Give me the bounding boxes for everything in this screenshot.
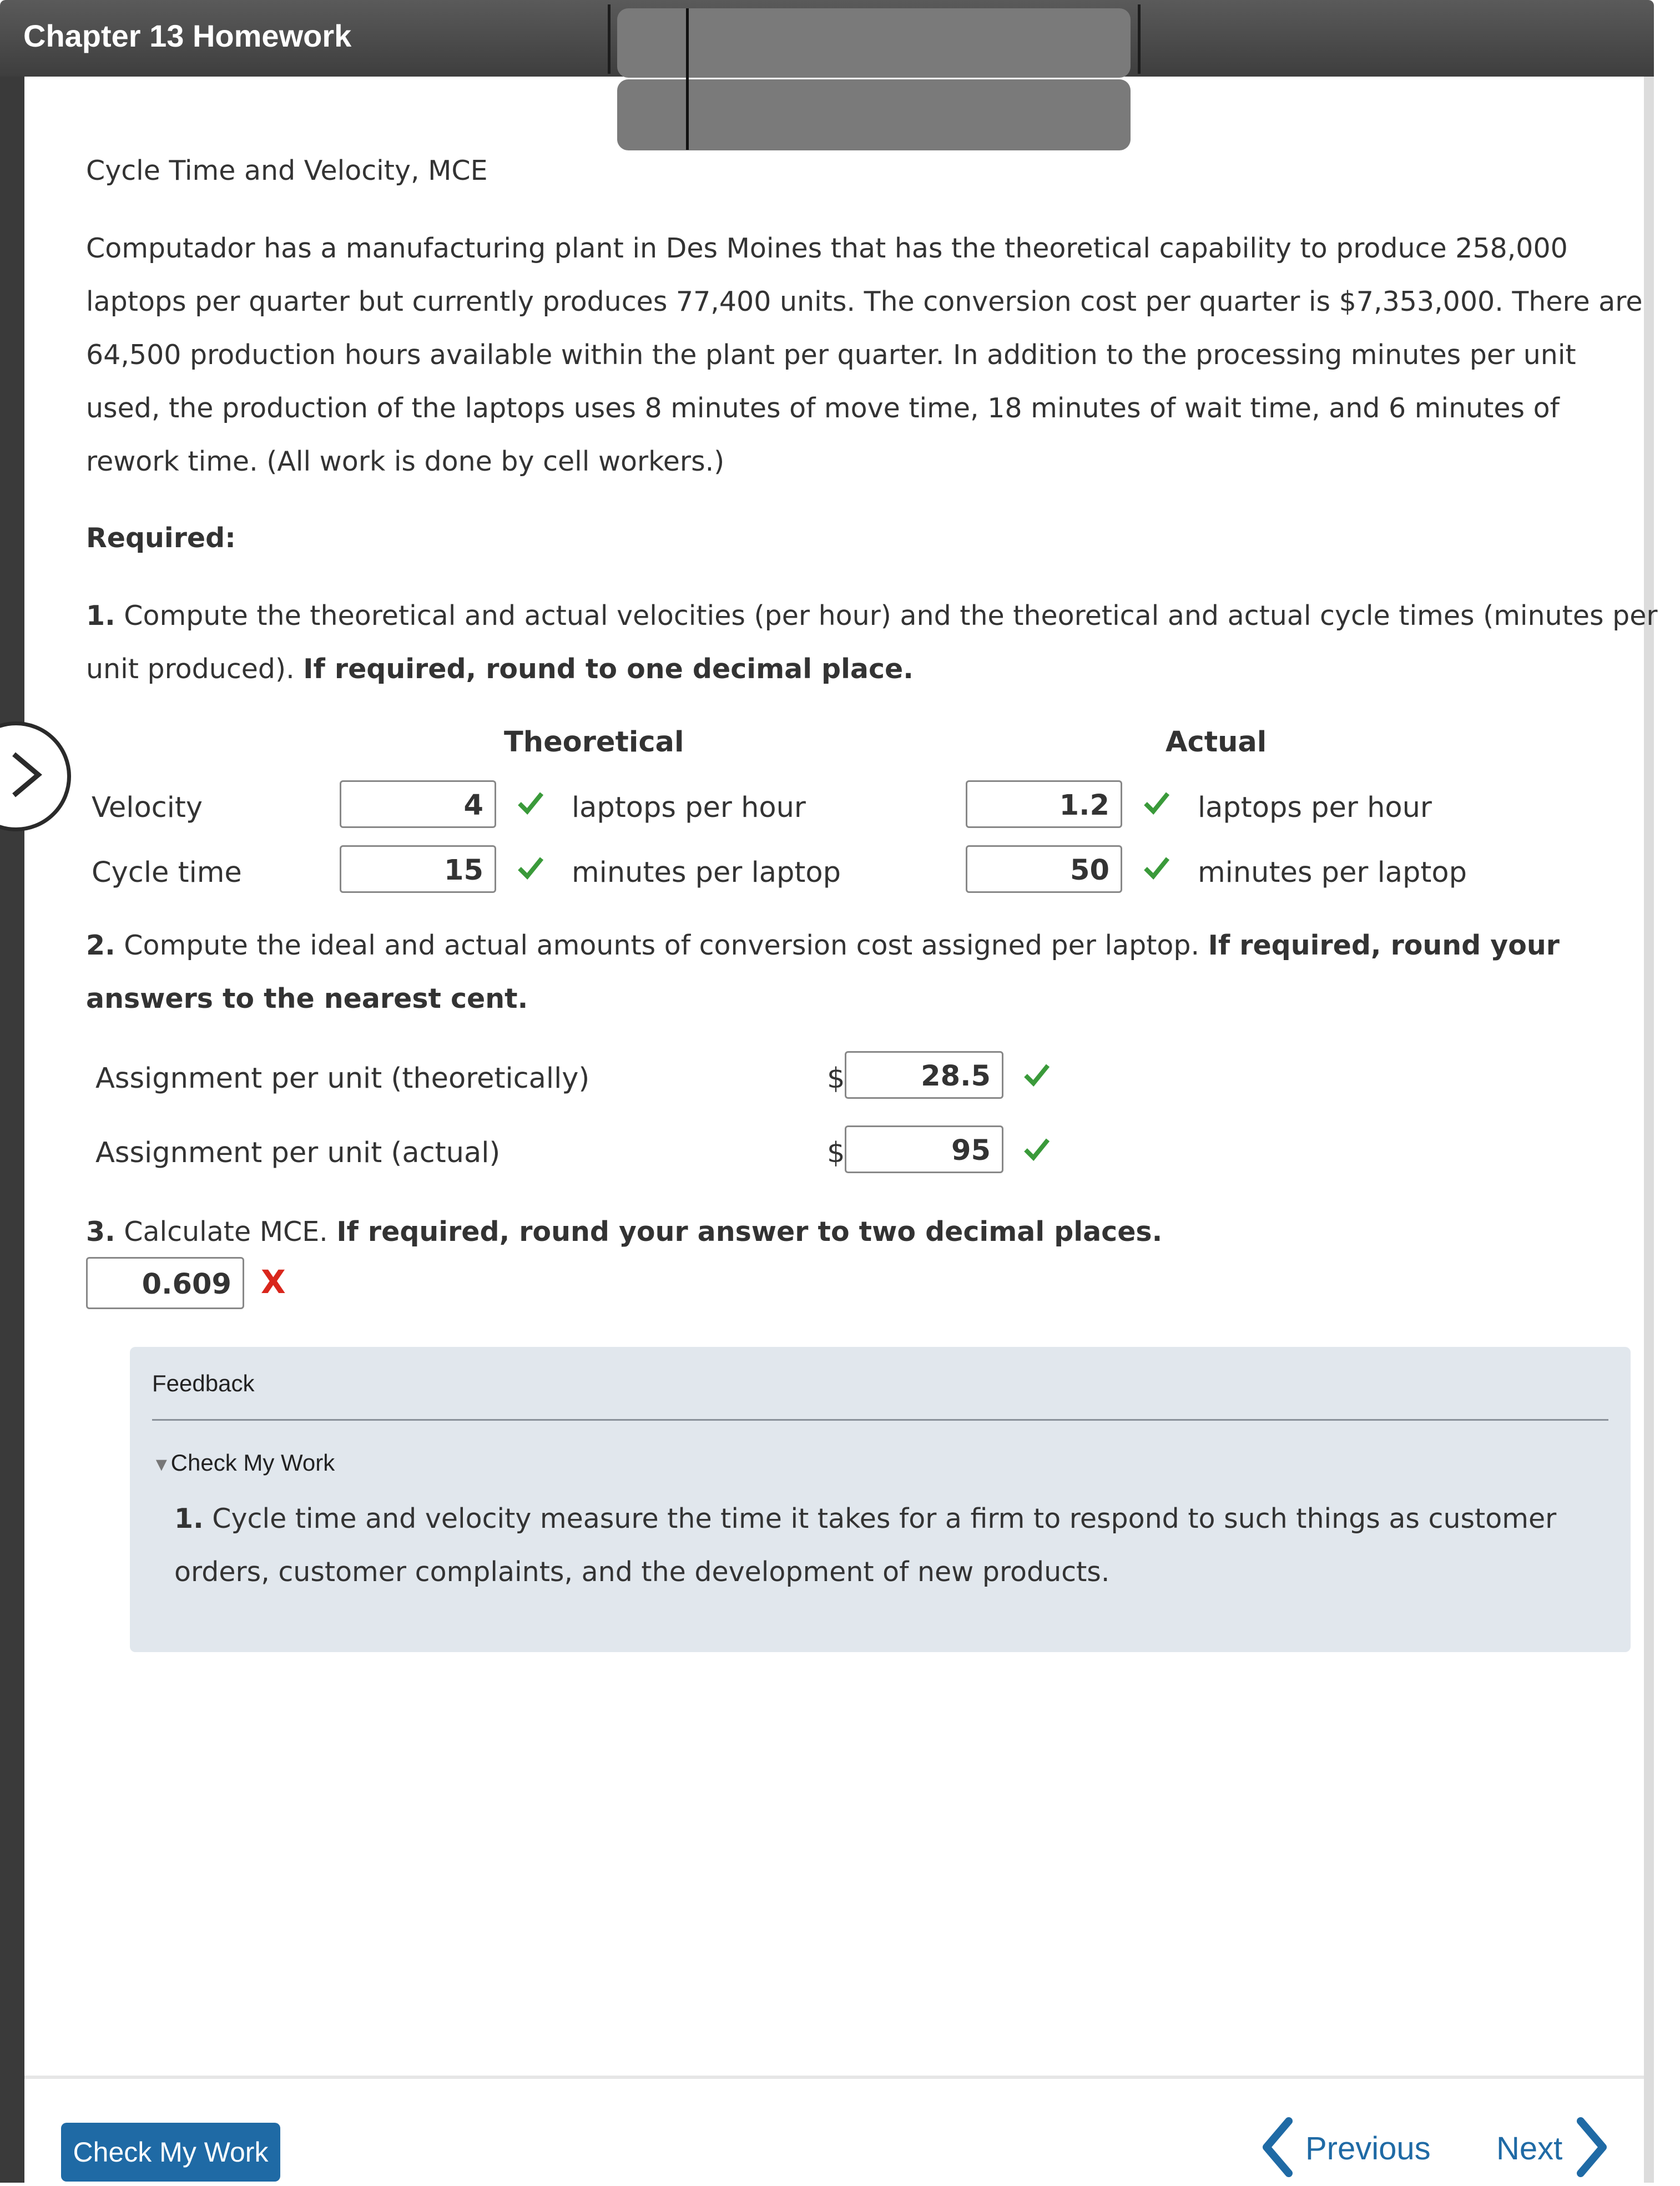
header-divider: [1138, 4, 1141, 74]
part3-number: 3.: [86, 1216, 115, 1248]
currency-symbol: $: [827, 1137, 845, 1169]
part1-instructions: [86, 589, 1658, 643]
part2-rounding-note-cont: answers to the nearest cent.: [86, 983, 528, 1014]
check-my-work-toggle[interactable]: [152, 1450, 335, 1476]
velocity-unit: laptops per hour: [1198, 791, 1432, 824]
cycle-time-unit: minutes per laptop: [572, 856, 841, 889]
theoretical-cycle-time-input[interactable]: 15: [340, 845, 496, 893]
problem-intro-line: rework time. (All work is done by cell workers.): [86, 446, 725, 477]
check-my-work-toggle-label: Check My Work: [170, 1450, 335, 1476]
cycle-time-unit: minutes per laptop: [1198, 856, 1467, 889]
velocity-unit: laptops per hour: [572, 791, 806, 824]
column-header-theoretical: Theoretical: [504, 726, 684, 759]
check-icon: [1022, 1134, 1051, 1163]
left-rail: [0, 77, 24, 2183]
actual-velocity-input[interactable]: 1.2: [966, 780, 1122, 828]
overlay-panel: [617, 79, 1131, 150]
problem-intro-line: 64,500 production hours available within the plant per quarter. In addition to the processing minutes per unit: [86, 339, 1576, 371]
problem-intro-line: used, the production of the laptops uses 8 minutes of move time, 18 minutes of wait time, and 6 minutes of: [86, 392, 1560, 424]
problem-intro-line: laptops per quarter but currently produces 77,400 units. The conversion cost per quarter is $7,353,000. There are: [86, 286, 1643, 317]
overlay-panel: [617, 8, 1131, 78]
problem-title: Cycle Time and Velocity, MCE: [86, 155, 488, 186]
feedback-text: [174, 1492, 1595, 1599]
chevron-right-icon: [9, 750, 43, 800]
velocity-label: Velocity: [92, 791, 203, 824]
chevron-right-icon: [1574, 2117, 1610, 2178]
feedback-line: orders, customer complaints, and the development of new products.: [174, 1556, 1110, 1588]
header-divider: [608, 4, 611, 74]
incorrect-mark-icon: X: [261, 1263, 286, 1301]
part3-rounding-note: If required, round your answer to two decimal places.: [336, 1216, 1163, 1248]
check-icon: [1142, 788, 1171, 817]
check-icon: [1022, 1060, 1051, 1089]
cycle-time-label: Cycle time: [92, 856, 242, 889]
part1-instructions-cont: [86, 643, 914, 696]
assignment-theoretical-label: Assignment per unit (theoretically): [95, 1062, 590, 1095]
feedback-label: Feedback: [152, 1370, 255, 1396]
part1-text: unit produced).: [86, 653, 295, 685]
assignment-actual-input[interactable]: 95: [845, 1125, 1003, 1173]
part1-number: 1.: [86, 600, 115, 632]
part1-rounding-note: If required, round to one decimal place.: [303, 653, 914, 685]
part2-number: 2.: [86, 930, 115, 961]
column-header-actual: Actual: [1166, 726, 1267, 759]
check-icon: [1142, 853, 1171, 882]
part3-text: Calculate MCE.: [124, 1216, 328, 1248]
assignment-actual-label: Assignment per unit (actual): [95, 1137, 501, 1169]
problem-intro-line: Computador has a manufacturing plant in Des Moines that has the theoretical capability to produce 258,000: [86, 233, 1568, 264]
part2-instructions: [86, 919, 1560, 972]
chevron-left-icon: [1260, 2117, 1295, 2178]
check-icon: [516, 853, 545, 882]
actual-cycle-time-input[interactable]: 50: [966, 845, 1122, 893]
check-my-work-button[interactable]: Check My Work: [61, 2123, 280, 2182]
overlay-cursor-line: [686, 8, 689, 150]
part2-text: Compute the ideal and actual amounts of conversion cost assigned per laptop.: [124, 930, 1200, 961]
feedback-panel: [130, 1347, 1631, 1652]
next-label: Next: [1496, 2131, 1563, 2167]
expand-panel-button[interactable]: [0, 721, 71, 831]
check-icon: [516, 788, 545, 817]
assignment-theoretical-input[interactable]: 28.5: [845, 1051, 1003, 1099]
currency-symbol: $: [827, 1062, 845, 1095]
right-rail: [1644, 77, 1654, 2183]
theoretical-velocity-input[interactable]: 4: [340, 780, 496, 828]
feedback-line: [174, 1492, 1595, 1546]
mce-input[interactable]: 0.609: [86, 1257, 244, 1309]
part2-rounding-note: If required, round your: [1208, 930, 1560, 961]
part1-text: Compute the theoretical and actual velocities (per hour) and the theoretical and actual cycle times (minutes per: [124, 600, 1658, 632]
caret-down-icon: ▼: [152, 1454, 171, 1475]
feedback-number: 1.: [174, 1503, 204, 1534]
required-heading: Required:: [86, 522, 236, 554]
part3-instructions: [86, 1205, 1162, 1259]
feedback-divider: [152, 1419, 1608, 1421]
assignment-title: Chapter 13 Homework: [23, 18, 352, 53]
previous-label: Previous: [1305, 2131, 1431, 2167]
feedback-line-text: Cycle time and velocity measure the time it takes for a firm to respond to such things as customer: [212, 1503, 1557, 1534]
